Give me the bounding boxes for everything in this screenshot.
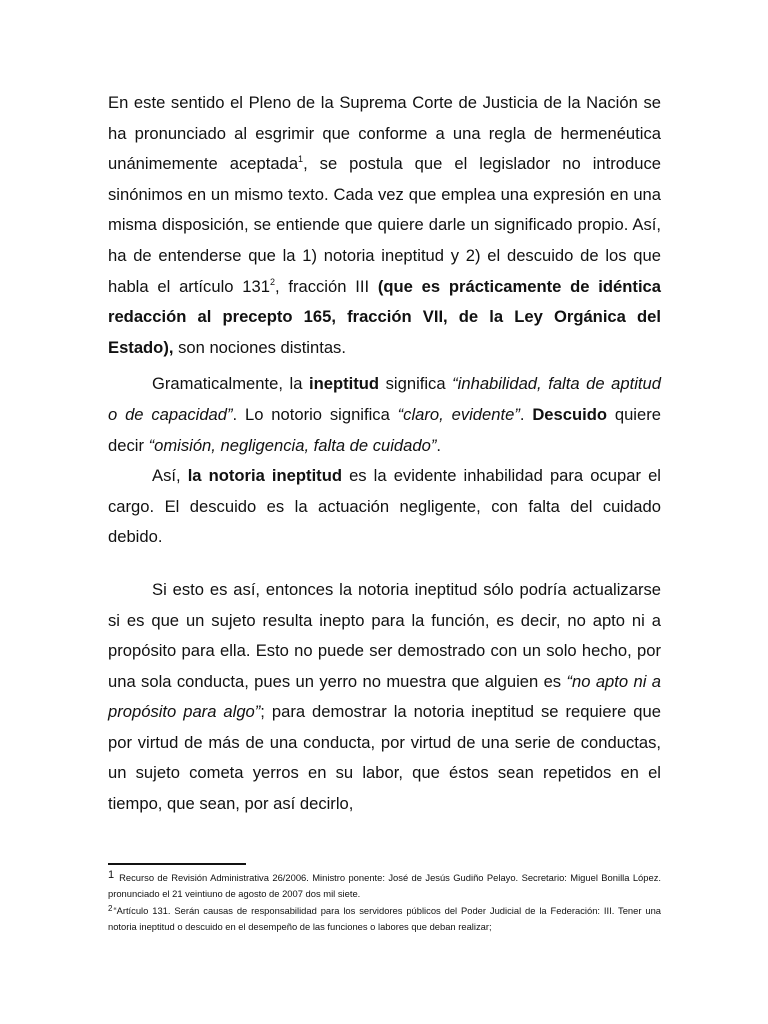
bold-phrase: (que es prácticamente de idéntica redacción al precepto 165, fracción VII, de la Ley Orgánica del Estado), xyxy=(108,276,662,357)
paragraph-text: . xyxy=(436,435,442,455)
footnote-1 xyxy=(108,868,661,901)
paragraph-1 xyxy=(108,88,661,363)
paragraph-text: , fracción III xyxy=(274,276,378,296)
paragraph-text: Gramaticalmente, la xyxy=(152,374,310,394)
footnote-ref-1[interactable]: 1 xyxy=(298,154,304,165)
paragraph-text: es la evidente inhabilidad para ocupar el cargo. El descuido es la actuación negligente, con falta del cuidado debido. xyxy=(108,466,661,547)
footnote-ref-2[interactable]: 2 xyxy=(269,276,275,287)
italic-quote: “no apto ni a propósito para algo” xyxy=(108,671,662,722)
paragraph-text: . xyxy=(519,404,533,424)
footnote-text: “Artículo 131. Serán causas de responsabilidad para los servidores públicos del Poder Judicial de la Federación: III. Tener una notoria ineptitud o descuido en el desempeño de las funciones o labores que deban realizar; xyxy=(108,905,661,932)
footnote-2 xyxy=(108,901,661,934)
bold-term: ineptitud xyxy=(309,374,380,394)
paragraph-3 xyxy=(108,461,661,553)
italic-definition: “inhabilidad, falta de aptitud o de capacidad” xyxy=(108,374,661,424)
document-body xyxy=(108,88,661,820)
paragraph-text: quiere decir xyxy=(108,404,661,455)
paragraph-text: ; para demostrar la notoria ineptitud se requiere que por virtud de más de una conducta, por virtud de una serie de conductas, un sujeto cometa yerros en su labor, que éstos sean repetidos en el tiempo, que sean, por así decirlo, xyxy=(108,702,661,814)
paragraph-4 xyxy=(108,575,661,820)
footnote-mark: 1 xyxy=(108,869,115,881)
paragraph-text: En este sentido el Pleno de la Suprema Corte de Justicia de la Nación se ha pronunciado al esgrimir que conforme a una regla de hermenéutica unánimemente aceptada xyxy=(108,93,661,174)
footnote-separator xyxy=(108,863,246,865)
bold-term: la notoria ineptitud xyxy=(187,466,342,486)
paragraph-text: Así, xyxy=(152,466,188,486)
paragraph-2 xyxy=(108,369,661,461)
footnote-mark: 2 xyxy=(108,904,113,913)
paragraph-text: Si esto es así, entonces la notoria ineptitud sólo podría actualizarse si es que un sujeto resulta inepto para la función, es decir, no apto ni a propósito para ella. Esto no puede ser demostrado con un solo hecho, por una sola conducta, pues un yerro no muestra que alguien es xyxy=(108,579,661,691)
paragraph-text: , se postula que el legislador no introduce sinónimos en un mismo texto. Cada vez que emplea una expresión en una misma disposición, se entiende que quiere darle un significado propio. Así, ha de entenderse que la 1) notoria ineptitud y 2) el descuido de los que habla el artículo 131 xyxy=(108,154,661,296)
footnote-text: Recurso de Revisión Administrativa 26/2006. Ministro ponente: José de Jesús Gudiño Pelayo. Secretario: Miguel Bonilla López. pronunciado el 21 veintiuno de agosto de 2007 dos mil siete. xyxy=(108,872,661,899)
footnotes xyxy=(108,868,661,934)
paragraph-text: . Lo notorio significa xyxy=(232,404,398,424)
italic-definition: “omisión, negligencia, falta de cuidado” xyxy=(148,435,437,455)
paragraph-text: significa xyxy=(379,374,453,394)
bold-term: Descuido xyxy=(532,404,608,424)
italic-definition: “claro, evidente” xyxy=(397,404,520,424)
paragraph-text: son nociones distintas. xyxy=(173,337,346,357)
